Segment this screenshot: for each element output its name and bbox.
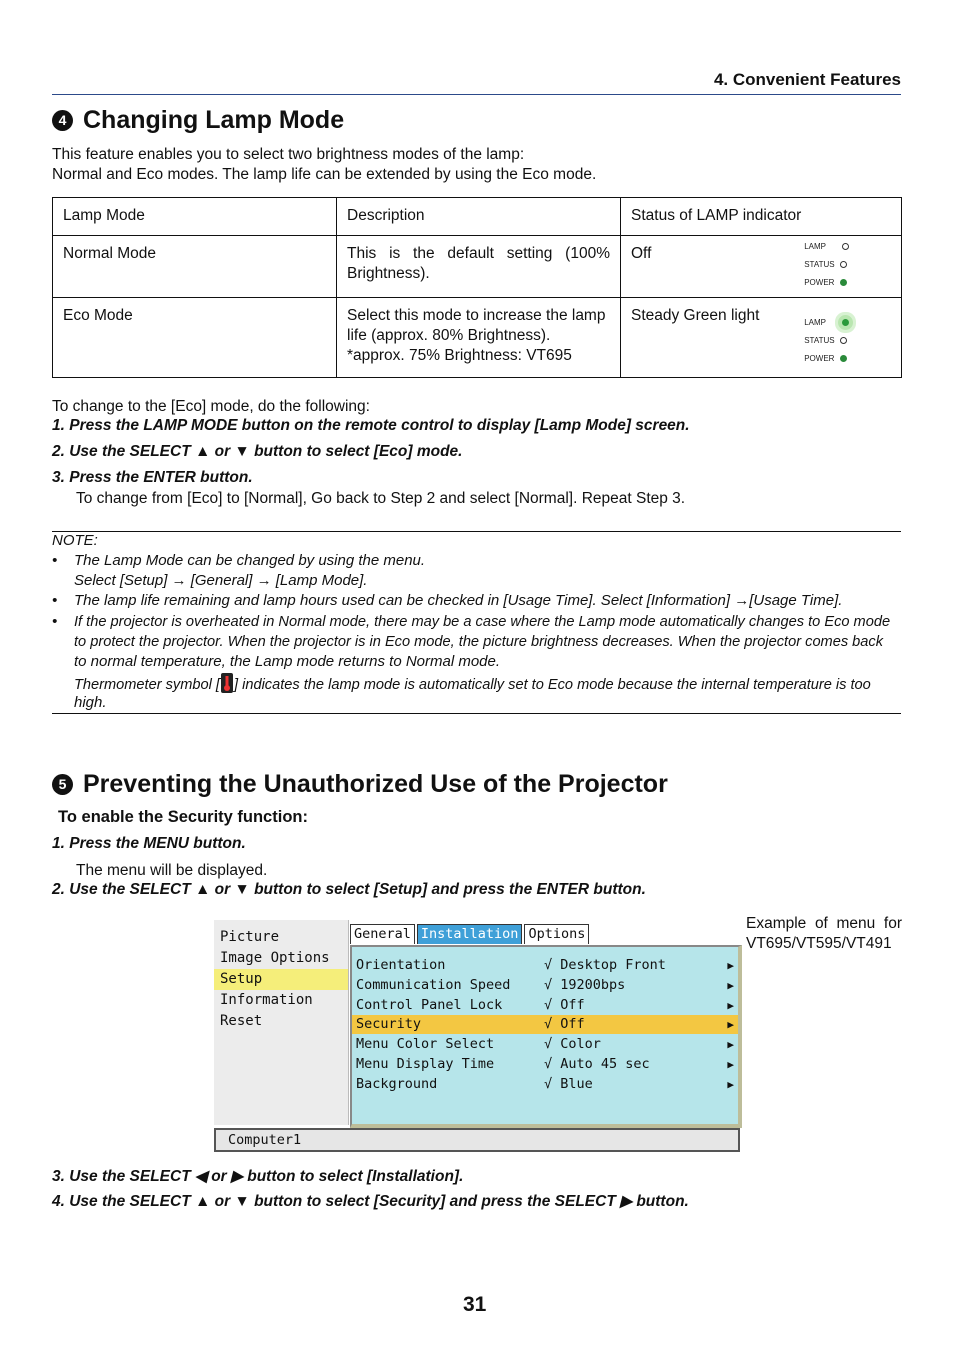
arrow-right-icon: ▶	[727, 1058, 734, 1071]
note-3d-post: ] indicates the lamp mode is automatically set to Eco mode because the internal temperature is too	[233, 677, 871, 693]
note-3d-pre: Thermometer symbol [	[74, 677, 220, 693]
running-header: 4. Convenient Features	[713, 70, 901, 89]
note-top-rule	[52, 531, 901, 532]
note-3a: If the projector is overheated in Normal mode, there may be a case where the Lamp mode automatically changes to Eco mode	[74, 614, 891, 630]
step-1-detail: The menu will be displayed.	[76, 862, 268, 879]
arrow-right-icon: ▶	[727, 999, 734, 1012]
step-1: 1. Press the LAMP MODE button on the remote control to display [Lamp Mode] screen.	[52, 417, 690, 434]
step-3: 3. Press the ENTER button.	[52, 469, 253, 486]
table-row	[53, 236, 902, 298]
note-1a: The Lamp Mode can be changed by using the menu.	[74, 552, 426, 569]
header-rule	[52, 94, 901, 95]
table-row	[53, 298, 902, 378]
indicator-status: STATUS	[804, 256, 849, 274]
menu-row-security[interactable]: Security √ Off ▶	[352, 1015, 738, 1034]
desc-footnote: *approx. 75% Brightness: VT695	[347, 347, 572, 364]
note-label: NOTE:	[52, 532, 98, 549]
table-cell-desc: This is the default setting (100% Brightness).	[337, 236, 621, 298]
lamp-indicator-panel	[804, 238, 849, 292]
steps-lead: To change to the [Eco] mode, do the following:	[52, 398, 370, 415]
arrow-right-icon: ▶	[727, 1038, 734, 1051]
tab-general[interactable]: General	[350, 924, 415, 944]
source-label: Computer1	[228, 1132, 302, 1148]
indicator-lamp: LAMP	[804, 238, 849, 256]
note-bottom-rule	[52, 713, 901, 714]
status-text: Steady Green light	[631, 307, 760, 324]
note-3b: to protect the projector. When the projector is in Eco mode, the picture brightness decreases. When the projector comes back	[74, 634, 884, 650]
table-header-row	[53, 198, 902, 236]
note-bullet: •	[52, 613, 58, 630]
thermometer-icon	[220, 673, 234, 693]
arrow-right-icon: ▶	[727, 959, 734, 972]
tab-installation[interactable]: Installation	[417, 924, 523, 944]
section-heading-lamp-mode	[52, 106, 344, 135]
intro-line-1: This feature enables you to select two brightness modes of the lamp:	[52, 146, 525, 163]
table-cell-desc	[337, 298, 621, 378]
step-4: 4. Use the SELECT ▲ or ▼ button to select [Security] and press the SELECT ▶ button.	[52, 1193, 689, 1210]
section-heading-security	[52, 770, 668, 799]
led-icon	[840, 337, 847, 344]
indicator-lamp: LAMP	[804, 314, 849, 332]
menu-category-information[interactable]: Information	[220, 992, 313, 1008]
section-title: Preventing the Unauthorized Use of the Projector	[83, 770, 668, 798]
menu-category-image-options[interactable]: Image Options	[220, 950, 330, 966]
tab-options[interactable]: Options	[524, 924, 589, 944]
note-3e: high.	[74, 694, 107, 711]
table-header-cell: Status of LAMP indicator	[621, 198, 902, 236]
menu-settings-panel	[350, 945, 742, 1128]
note-2: The lamp life remaining and lamp hours used can be checked in [Usage Time]. Select [Information] →[Usage Time].	[74, 592, 843, 609]
section-title: Changing Lamp Mode	[83, 106, 345, 134]
desc-text: Select this mode to increase the lamp life (approx. 80% Brightness).	[347, 307, 606, 344]
step-3-detail: To change from [Eco] to [Normal], Go back to Step 2 and select [Normal]. Repeat Step 3.	[76, 490, 686, 507]
step-2: 2. Use the SELECT ▲ or ▼ button to select [Setup] and press the ENTER button.	[52, 881, 646, 898]
indicator-status: STATUS	[804, 332, 849, 350]
led-icon	[842, 243, 849, 250]
arrow-right-icon: ▶	[727, 1018, 734, 1031]
menu-row-background[interactable]: Background √ Blue ▶	[356, 1076, 734, 1092]
led-glow-icon	[842, 319, 849, 326]
section-number-badge: 4	[52, 110, 73, 131]
page-number: 31	[463, 1293, 487, 1316]
note-1b: Select [Setup] → [General] → [Lamp Mode].	[74, 572, 368, 589]
note-3d	[74, 673, 871, 695]
menu-category-picture[interactable]: Picture	[220, 929, 280, 945]
section-number-badge: 5	[52, 774, 73, 795]
menu-source-bar	[214, 1128, 740, 1152]
table-cell-status	[621, 298, 902, 378]
step-1: 1. Press the MENU button.	[52, 835, 246, 852]
menu-row-orientation[interactable]: Orientation √ Desktop Front ▶	[356, 957, 734, 973]
led-on-icon	[840, 279, 847, 286]
note-bullet: •	[52, 552, 58, 569]
note-bullet: •	[52, 592, 58, 609]
menu-category-reset[interactable]: Reset	[220, 1013, 263, 1029]
menu-row-communication-speed[interactable]: Communication Speed √ 19200bps ▶	[356, 977, 734, 993]
status-text: Off	[631, 245, 652, 262]
menu-category-setup[interactable]: Setup	[214, 969, 348, 990]
menu-category-list	[214, 920, 349, 1125]
menu-tabs	[350, 924, 591, 944]
step-2: 2. Use the SELECT ▲ or ▼ button to select [Eco] mode.	[52, 443, 463, 460]
lamp-indicator-panel	[804, 314, 849, 368]
led-icon	[840, 261, 847, 268]
table-cell-mode: Normal Mode	[53, 236, 337, 298]
led-on-icon	[840, 355, 847, 362]
lamp-mode-table	[52, 197, 902, 378]
intro-line-2: Normal and Eco modes. The lamp life can be extended by using the Eco mode.	[52, 166, 597, 183]
menu-row-menu-color-select[interactable]: Menu Color Select √ Color ▶	[356, 1036, 734, 1052]
table-header-cell: Description	[337, 198, 621, 236]
menu-row-menu-display-time[interactable]: Menu Display Time √ Auto 45 sec ▶	[356, 1056, 734, 1072]
table-header-cell: Lamp Mode	[53, 198, 337, 236]
subheading: To enable the Security function:	[58, 808, 308, 826]
arrow-right-icon: ▶	[727, 1078, 734, 1091]
table-cell-mode: Eco Mode	[53, 298, 337, 378]
note-3c: to normal temperature, the Lamp mode returns to Normal mode.	[74, 653, 501, 670]
menu-row-control-panel-lock[interactable]: Control Panel Lock √ Off ▶	[356, 997, 734, 1013]
arrow-right-icon: ▶	[727, 979, 734, 992]
menu-caption: Example of menu for VT695/VT595/VT491	[746, 915, 902, 952]
step-3: 3. Use the SELECT ◀ or ▶ button to select [Installation].	[52, 1168, 464, 1185]
menu-screenshot	[214, 920, 740, 1152]
table-cell-status	[621, 236, 902, 298]
indicator-power: POWER	[804, 350, 849, 368]
indicator-power: POWER	[804, 274, 849, 292]
